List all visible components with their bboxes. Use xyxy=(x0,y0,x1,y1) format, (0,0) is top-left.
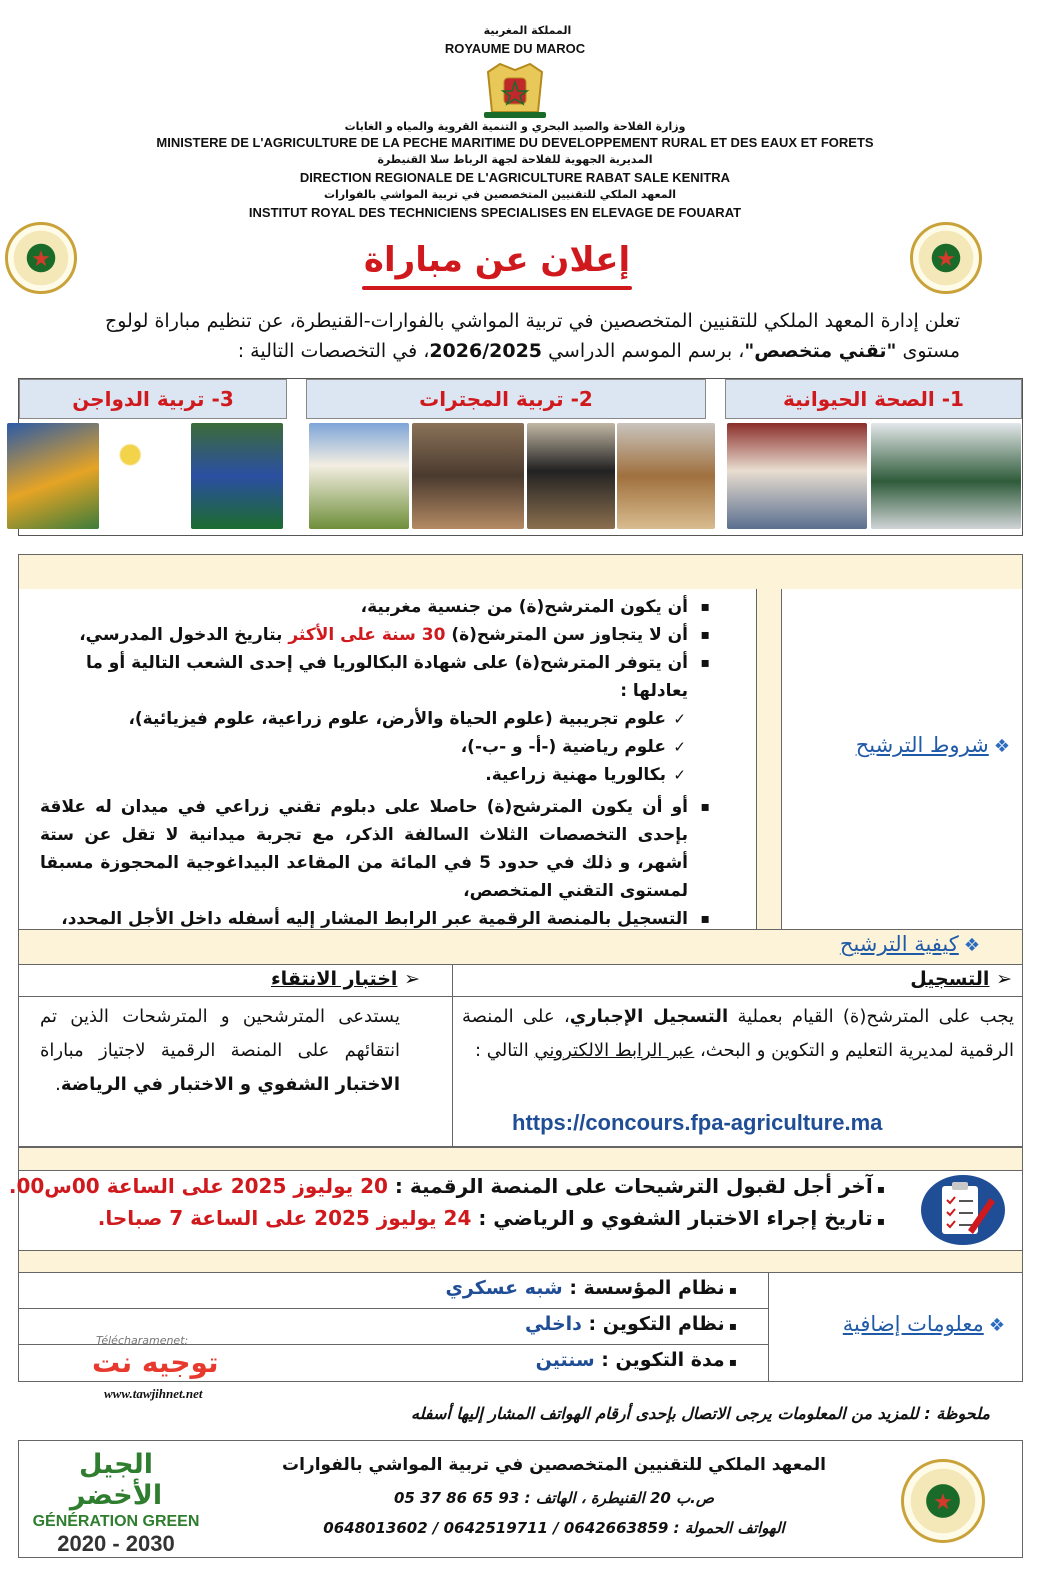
conditions-side-band xyxy=(757,589,781,929)
square-bullet-icon: ▪ xyxy=(724,1319,737,1333)
health-photo-2 xyxy=(871,423,1021,529)
date-row-deadline: ▪ آخر أجل لقبول الترشيحات على المنصة الرقمية : 20 يوليوز 2025 على الساعة 00س00. xyxy=(8,1174,885,1198)
divider xyxy=(19,996,1022,997)
ruminant-photo-sheep xyxy=(309,423,409,529)
list-item: ▪ التسجيل بالمنصة الرقمية عبر الرابط المشار إليه أسفله داخل الأجل المحدد، xyxy=(40,905,710,933)
divider xyxy=(452,964,453,1147)
registration-title: ➢ التسجيل xyxy=(910,968,1012,990)
poultry-photo-1 xyxy=(7,423,99,529)
watermark-download: Télécharamenet: xyxy=(96,1334,189,1347)
institute-ar: المعهد الملكي للتقنيين المتخصصين في تربية المواشي بالفوارات xyxy=(324,188,676,201)
list-item: ▪ أو أن يكون المترشح(ة) حاصلا على دبلوم تقني زراعي في ميدان له علاقة بإحدى التخصصات الثلاث السالفة الذكر، مع تجربة ميدانية لا تقل عن ستة أشهر، و ذلك في حدود 5 في المائة من المقاعد البيداغوجية المحجوزة مسبقا لمستوى التقني المتخصص، xyxy=(40,793,710,905)
dates-bottom-band xyxy=(19,1250,1022,1272)
divider xyxy=(768,1272,769,1382)
extra-row-duration: ▪ مدة التكوين : سنتين xyxy=(535,1349,737,1371)
footer-institute-name: المعهد الملكي للتقنيين المتخصصين في تربية المواشي بالفوارات xyxy=(282,1455,826,1475)
square-bullet-icon: ▪ xyxy=(872,1214,885,1228)
specialty-animal-health: 1- الصحة الحيوانية xyxy=(725,379,1022,419)
ministry-ar: وزارة الفلاحة والصيد البحري و التنمية القروية والمياه و الغابات xyxy=(344,120,686,133)
ruminant-photo-cows xyxy=(412,423,524,529)
footer-mobiles: الهواتف الحمولة : 0642663859 / 0642519711 / 0648013602 xyxy=(323,1519,785,1537)
square-bullet-icon: ▪ xyxy=(724,1283,737,1297)
institute-seal-icon: ★ xyxy=(910,222,982,294)
extra-section-title: ❖ معلومات إضافية xyxy=(842,1312,1005,1336)
date-row-exam: ▪ تاريخ إجراء الاختبار الشفوي و الرياضي : 24 يوليوز 2025 على الساعة 7 صباحا. xyxy=(97,1206,885,1230)
square-bullet-icon: ▪ xyxy=(724,1355,737,1369)
registration-text: يجب على المترشح(ة) القيام بعملية التسجيل الإجباري، على المنصة الرقمية لمديرية التعليم و التكوين و البحث، عبر الرابط الالكتروني التالي : xyxy=(462,1006,1014,1061)
list-item: ✓ علوم رياضية (-أ- و -ب-)، xyxy=(40,733,710,761)
conditions-header-band xyxy=(19,555,1022,589)
dates-top-band xyxy=(19,1148,1022,1170)
health-photo-1 xyxy=(727,423,867,529)
footer-address: ص.ب 20 القنيطرة ، الهاتف : 93 65 86 37 05 xyxy=(393,1489,715,1507)
divider xyxy=(19,1250,1022,1251)
specialty-ruminants: 2- تربية المجترات xyxy=(306,379,706,419)
divider xyxy=(756,589,757,929)
registration-url-link[interactable]: https://concours.fpa-agriculture.ma xyxy=(512,1110,883,1135)
poultry-photo-3 xyxy=(191,423,283,529)
divider xyxy=(19,1170,1022,1171)
intro-line-1: تعلن إدارة المعهد الملكي للتقنيين المتخصصين في تربية المواشي بالفوارات-القنيطرة، عن تنظيم مباراة لولوج xyxy=(104,310,960,332)
watermark-brand: توجيه نت xyxy=(92,1346,219,1379)
institute-seal-icon: ★ xyxy=(901,1459,985,1543)
specialties-table xyxy=(18,378,1023,536)
ruminant-photo-goat xyxy=(527,423,615,529)
conditions-list xyxy=(40,593,710,961)
direction-fr: DIRECTION REGIONALE DE L'AGRICULTURE RABAT SALE KENITRA xyxy=(299,170,731,185)
checklist-icon xyxy=(920,1174,1006,1246)
selection-text: يستدعى المترشحين و المترشحات الذين تم انتقائهم على المنصة الرقمية لاجتياز مباراة الاختبار الشفوي و الاختبار في الرياضة. xyxy=(40,1006,400,1095)
divider xyxy=(781,589,782,929)
footer-panel xyxy=(18,1440,1023,1558)
specialty-poultry: 3- تربية الدواجن xyxy=(19,379,287,419)
list-item: ▪ أن يتوفر المترشح(ة) على شهادة البكالوريا في إحدى الشعب التالية أو ما يعادلها : xyxy=(40,649,710,705)
list-item: ▪ أن لا يتجاوز سن المترشح(ة) 30 سنة على الأكثر بتاريخ الدخول المدرسي، xyxy=(40,621,710,649)
diamond-bullet-icon: ❖ xyxy=(988,1315,1005,1336)
selection-title: ➢ اختبار الانتقاء xyxy=(270,968,420,990)
intro-line-2: مستوى "تقني متخصص"، برسم الموسم الدراسي 2026/2025، في التخصصات التالية : xyxy=(237,340,960,362)
title-underline xyxy=(362,286,632,290)
institute-fr: INSTITUT ROYAL DES TECHNICIENS SPECIALISES EN ELEVAGE DE FOUARAT xyxy=(248,205,742,220)
application-section-title: ❖ كيفية الترشيح xyxy=(839,932,980,956)
conditions-section-title: ❖ شروط الترشيح xyxy=(855,733,1010,757)
diamond-bullet-icon: ❖ xyxy=(963,935,980,956)
list-item: ✓ بكالوريا مهنية زراعية. xyxy=(40,761,710,789)
direction-ar: المديرية الجهوية للفلاحة لجهة الرباط سلا القنيطرة xyxy=(377,153,653,166)
divider xyxy=(19,1308,768,1309)
diamond-bullet-icon: ❖ xyxy=(993,736,1010,757)
divider xyxy=(19,964,1022,965)
ministry-fr: MINISTERE DE L'AGRICULTURE DE LA PECHE MARITIME DU DEVELOPPEMENT RURAL ET DES EAUX ET FORETS xyxy=(156,135,874,150)
institute-seal-icon: ★ xyxy=(5,222,77,294)
list-item: ▪ أن يكون المترشح(ة) من جنسية مغربية، xyxy=(40,593,710,621)
square-bullet-icon: ▪ xyxy=(872,1182,885,1196)
watermark-site: www.tawjihnet.net xyxy=(104,1386,203,1401)
announcement-title: إعلان عن مباراة xyxy=(357,238,637,286)
kingdom-fr: ROYAUME DU MAROC xyxy=(444,41,586,56)
note-text: ملحوظة : للمزيد من المعلومات يرجى الاتصال بإحدى أرقام الهواتف المشار إليها أسفله xyxy=(411,1404,990,1423)
ruminant-photo-camels xyxy=(617,423,715,529)
list-item: ✓ علوم تجريبية (علوم الحياة والأرض، علوم زراعية، علوم فيزيائية)، xyxy=(40,705,710,733)
kingdom-ar: المملكة المغربية xyxy=(483,24,572,37)
extra-row-training: ▪ نظام التكوين : داخلي xyxy=(525,1313,737,1335)
extra-row-system: ▪ نظام المؤسسة : شبه عسكري xyxy=(445,1277,737,1299)
poultry-photo-2 xyxy=(105,423,189,529)
arrow-bullet-icon: ➢ xyxy=(989,968,1012,990)
green-generation-logo: الجيل الأخضر GÉNÉRATION GREEN 2020 - 2030 xyxy=(32,1449,200,1556)
royal-crest-icon xyxy=(480,62,550,120)
arrow-bullet-icon: ➢ xyxy=(397,968,420,990)
